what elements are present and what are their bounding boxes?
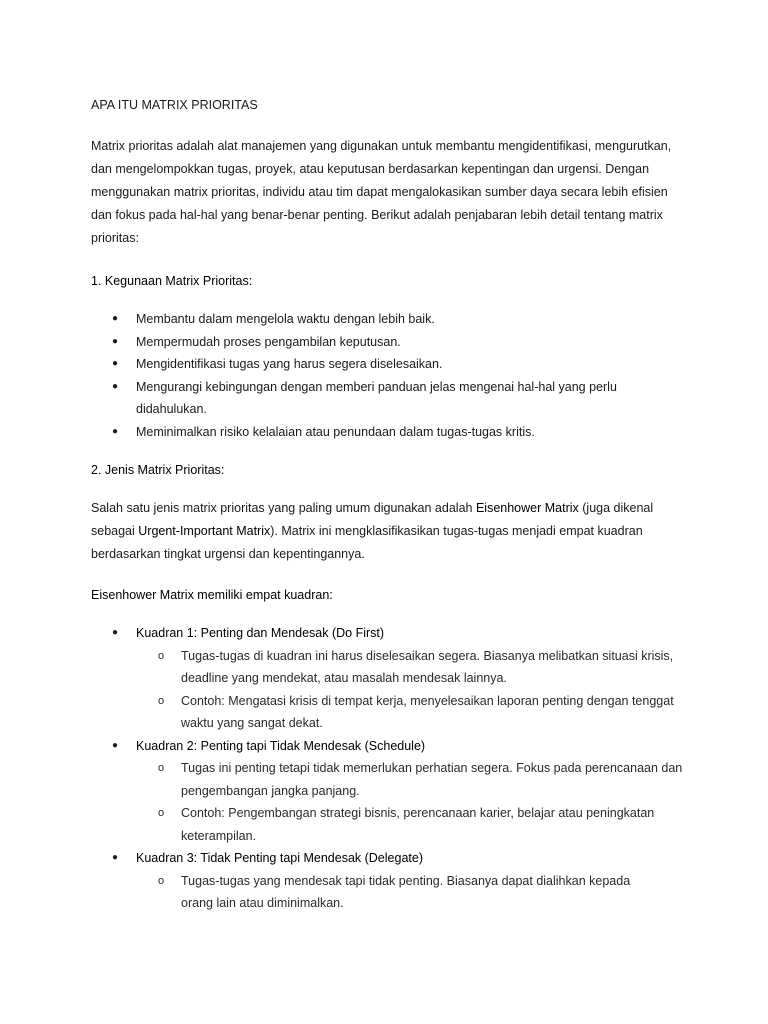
section-heading-kegunaan: 1. Kegunaan Matrix Prioritas: xyxy=(91,274,253,288)
list-item-text: Mempermudah proses pengambilan keputusan. xyxy=(136,334,401,349)
bullet-icon: ● xyxy=(112,358,119,369)
circle-bullet-icon: o xyxy=(158,649,165,662)
quadrant-label: Kuadran 2: Penting tapi Tidak Mendesak (Schedule) xyxy=(136,738,426,753)
list-item-text: Mengurangi kebingungan dengan memberi panduan jelas mengenai hal-hal yang perlu didahulukan. xyxy=(136,379,617,416)
quadrants-heading: Eisenhower Matrix memiliki empat kuadran: xyxy=(91,588,333,602)
sub-list-item xyxy=(136,645,691,690)
list-item xyxy=(91,376,691,421)
page-title: APA ITU MATRIX PRIORITAS xyxy=(91,98,258,112)
quadrant-label: Kuadran 1: Penting dan Mendesak (Do First) xyxy=(136,626,385,640)
sub-list-item xyxy=(136,690,691,735)
section-heading-jenis: 2. Jenis Matrix Prioritas: xyxy=(91,463,225,477)
bullet-icon: ● xyxy=(112,313,119,324)
jenis-paragraph xyxy=(91,497,691,566)
bullet-icon: ● xyxy=(112,380,119,392)
sub-list-item-text: Contoh: Mengatasi krisis di tempat kerja, menyelesaikan laporan penting dengan tenggat waktu yang sangat dekat. xyxy=(181,693,674,730)
document-content xyxy=(91,96,691,915)
quadrant-sublist xyxy=(136,645,691,735)
sub-list-item-text: Contoh: Pengembangan strategi bisnis, perencanaan karier, belajar atau peningkatan keterampilan. xyxy=(181,806,655,843)
list-item xyxy=(91,421,691,444)
list-item xyxy=(91,331,691,354)
circle-bullet-icon: o xyxy=(158,694,165,707)
quadrant-sublist xyxy=(136,757,691,847)
list-item-text: Membantu dalam mengelola waktu dengan lebih baik. xyxy=(136,312,435,326)
sub-list-item-text: Tugas-tugas yang mendesak tapi tidak penting. Biasanya dapat dialihkan kepada orang lain atau diminimalkan. xyxy=(181,873,631,910)
quadrant-item xyxy=(91,622,691,735)
kegunaan-list xyxy=(91,308,691,443)
circle-bullet-icon: o xyxy=(158,874,165,887)
sub-list-item xyxy=(136,802,691,847)
list-item-text: Mengidentifikasi tugas yang harus segera diselesaikan. xyxy=(136,357,443,371)
quadrant-item xyxy=(91,735,691,848)
quadrants-list xyxy=(91,622,691,915)
circle-bullet-icon: o xyxy=(158,762,165,774)
list-item-text: Meminimalkan risiko kelalaian atau penundaan dalam tugas-tugas kritis. xyxy=(136,424,535,439)
term-eisenhower-matrix: Eisenhower Matrix xyxy=(475,501,579,515)
jenis-paragraph-part2: (juga dikenal sebagai xyxy=(91,501,654,538)
circle-bullet-icon: o xyxy=(158,807,165,819)
sub-list-item xyxy=(136,870,691,915)
term-urgent-important-matrix: Urgent-Important Matrix xyxy=(138,524,271,538)
list-item xyxy=(91,353,691,376)
list-item xyxy=(91,308,691,331)
quadrant-item xyxy=(91,847,691,915)
sub-list-item xyxy=(136,757,691,802)
quadrant-sublist xyxy=(136,870,691,915)
jenis-paragraph-part3: ). Matrix ini mengklasifikasikan tugas-tugas menjadi empat kuadran berdasarkan tingkat urgensi dan kepentingannya. xyxy=(91,524,643,561)
intro-paragraph: Matrix prioritas adalah alat manajemen yang digunakan untuk membantu mengidentifikasi, mengurutkan, dan mengelompokkan tugas, proyek, atau keputusan berdasarkan kepentingan dan urgensi. Dengan menggunakan matrix prioritas, individu atau tim dapat mengalokasikan sumber daya secara lebih efisien dan fokus pada hal-hal yang benar-benar penting. Berikut adalah penjabaran lebih detail tentang matrix prioritas: xyxy=(91,139,672,245)
sub-list-item-text: Tugas-tugas di kuadran ini harus diselesaikan segera. Biasanya melibatkan situasi krisis, deadline yang mendekat, atau masalah mendesak lainnya. xyxy=(181,648,674,685)
sub-list-item-text: Tugas ini penting tetapi tidak memerlukan perhatian segera. Fokus pada perencanaan dan pengembangan jangka panjang. xyxy=(181,761,683,798)
bullet-icon: ● xyxy=(112,852,119,863)
bullet-icon: ● xyxy=(112,739,119,751)
bullet-icon: ● xyxy=(112,335,119,347)
bullet-icon: ● xyxy=(112,627,119,638)
quadrant-label: Kuadran 3: Tidak Penting tapi Mendesak (Delegate) xyxy=(136,851,423,865)
jenis-paragraph-part1: Salah satu jenis matrix prioritas yang paling umum digunakan adalah xyxy=(91,501,476,515)
bullet-icon: ● xyxy=(112,425,119,437)
